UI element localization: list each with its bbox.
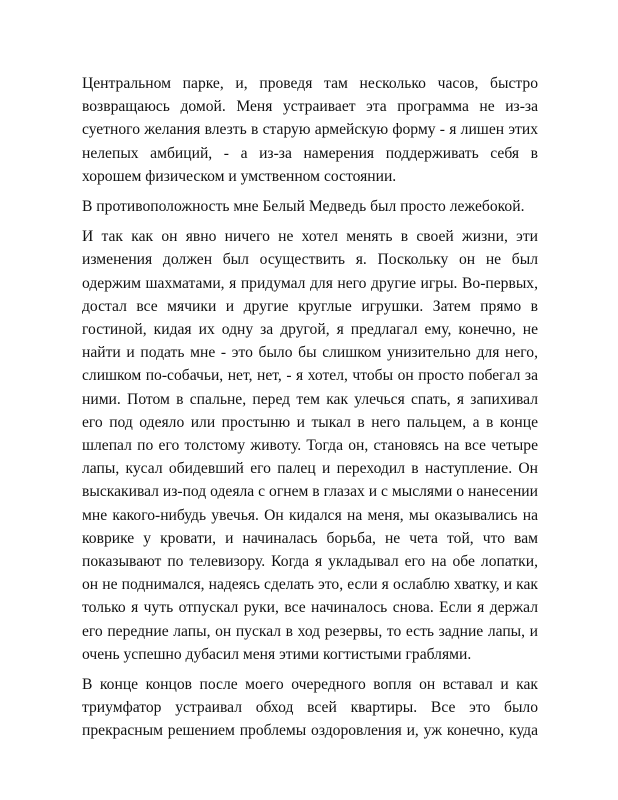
paragraph-4: В конце концов после моего очередного вопля он вставал и как триумфатор устраивал обход всей квартиры. Все это было прекрасным решением проблемы оздоровления и, уж конечно, куда bbox=[82, 676, 538, 740]
paragraph-3: И так как он явно ничего не хотел менять в своей жизни, эти изменения должен был осуществить я. Поскольку он не был одержим шахматами, я придумал для него другие игры. Во-первых, достал все мячики и другие круглые игрушки. Затем прямо в гостиной, кидая их одну за другой, я предлагал ему, конечно, не найти и подать мне - это было бы слишком унизительно для него, слишком по-собачьи, нет, нет, - я хотел, чтобы он просто побегал за ними. Потом в спальне, перед тем как улечься спать, я запихивал его под одеяло или простыню и тыкал в него пальцем, а в конце шлепал по его толстому животу. Тогда он, становясь на все четыре лапы, кусал обидевший его палец и переходил в наступление. Он выскакивал из-под одеяла с огнем в глазах и с мыслями о нанесении мне какого-нибудь увечья. Он кидался на меня, мы оказывались на коврике у кровати, и начиналась борьба, не чета той, что вам показывают по телевизору. Когда я укладывал его на обе лопатки, он не поднимался, надеясь сделать это, если я ослаблю хватку, и как только я чуть отпускал руки, все начиналось снова. Если я держал его передние лапы, он пускал в ход резервы, то есть задние лапы, и очень успешно дубасил меня этими когтистыми граблями. bbox=[82, 228, 538, 663]
paragraph-1: Центральном парке, и, проведя там несколько часов, быстро возвращаюсь домой. Меня устраивает эта программа не из-за суетного желания влезть в старую армейскую форму - я лишен этих нелепых амбиций, - а из-за намерения поддерживать себя в хорошем физическом и умственном состоянии. bbox=[82, 75, 538, 185]
document-body bbox=[82, 72, 538, 750]
paragraph-2: В противоположность мне Белый Медведь был просто лежебокой. bbox=[82, 198, 525, 216]
